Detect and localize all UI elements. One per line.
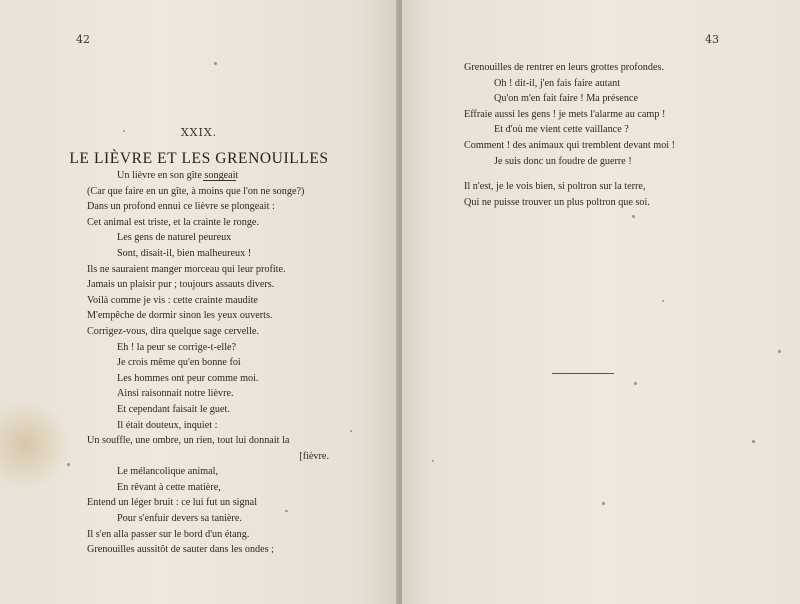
fable-title: LE LIÈVRE ET LES GRENOUILLES — [69, 150, 329, 167]
poem-line: Les gens de naturel peureux — [117, 232, 232, 244]
poem-right — [464, 60, 784, 210]
poem-line: [fièvre. — [299, 450, 329, 462]
poem-line: M'empêche de dormir sinon les yeux ouverts. — [87, 310, 273, 322]
chapter-number: XXIX. — [180, 126, 218, 139]
poem-line: Ils ne sauraient manger morceau qui leur profite. — [87, 263, 286, 275]
poem-line: Sont, disait-il, bien malheureux ! — [117, 247, 252, 259]
poem-line: Voilà comme je vis : cette crainte maudite — [87, 294, 258, 306]
poem-line: Grenouilles aussitôt de sauter dans les ondes ; — [87, 544, 275, 556]
stanza-gap — [464, 169, 784, 179]
poem-line: Eh ! la peur se corrige-t-elle? — [117, 341, 237, 353]
poem-line: Jamais un plaisir pur ; toujours assauts divers. — [87, 279, 275, 291]
poem-line: Comment ! des animaux qui tremblent devant moi ! — [464, 139, 676, 151]
end-rule — [552, 373, 614, 374]
right-page — [402, 0, 800, 604]
left-page — [0, 0, 398, 604]
poem-line: Il était douteux, inquiet : — [117, 419, 218, 431]
poem-line: Les hommes ont peur comme moi. — [117, 372, 259, 384]
poem-line: Dans un profond ennui ce lièvre se plongeait : — [87, 201, 275, 213]
poem-line: Cet animal est triste, et la crainte le ronge. — [87, 216, 259, 228]
poem-line: Corrigez-vous, dira quelque sage cervelle. — [87, 325, 259, 337]
poem-line: Entend un léger bruit : ce lui fut un signal — [87, 497, 258, 509]
foxing-spot — [350, 430, 352, 432]
poem-line: Oh ! dit-il, j'en fais faire autant — [494, 77, 621, 89]
foxing-spot — [632, 215, 635, 218]
foxing-spot — [662, 300, 664, 302]
poem-line: (Car que faire en un gîte, à moins que l'on ne songe?) — [87, 185, 305, 197]
poem-line: Et d'où me vient cette vaillance ? — [494, 124, 629, 136]
poem-line: En rêvant à cette matière, — [117, 481, 221, 493]
poem-line: Il n'est, je le vois bien, si poltron sur la terre, — [464, 181, 646, 193]
poem-line: Effraie aussi les gens ! je mets l'alarme au camp ! — [464, 108, 666, 120]
poem-line: Pour s'enfuir devers sa tanière. — [117, 513, 242, 525]
poem-line: Il s'en alla passer sur le bord d'un étang. — [87, 528, 250, 540]
page-number-right: 43 — [705, 33, 719, 46]
poem-line: Ainsi raisonnait notre lièvre. — [117, 388, 234, 400]
foxing-spot — [752, 440, 755, 443]
poem-line: Un souffle, une ombre, un rien, tout lui donnait la — [87, 435, 290, 447]
poem-line: Le mélancolique animal, — [117, 466, 218, 478]
poem-line: Qui ne puisse trouver un plus poltron que soi. — [464, 196, 650, 208]
poem-line: Grenouilles de rentrer en leurs grottes profondes. — [464, 62, 665, 73]
poem-line: Je crois même qu'en bonne foi — [117, 357, 241, 369]
poem-line: Je suis donc un foudre de guerre ! — [494, 155, 632, 167]
poem-left — [87, 168, 347, 558]
foxing-spot — [778, 350, 781, 353]
paper-stain — [0, 400, 70, 490]
foxing-spot — [67, 463, 70, 466]
foxing-spot — [634, 382, 637, 385]
page-number-left: 42 — [76, 33, 90, 46]
poem-line: Qu'on m'en fait faire ! Ma présence — [494, 93, 638, 105]
foxing-spot — [602, 502, 605, 505]
poem-line: Un lièvre en son gîte songeait — [117, 170, 239, 181]
poem-line: Et cependant faisait le guet. — [117, 403, 230, 415]
foxing-spot — [214, 62, 217, 65]
foxing-spot — [432, 460, 434, 462]
